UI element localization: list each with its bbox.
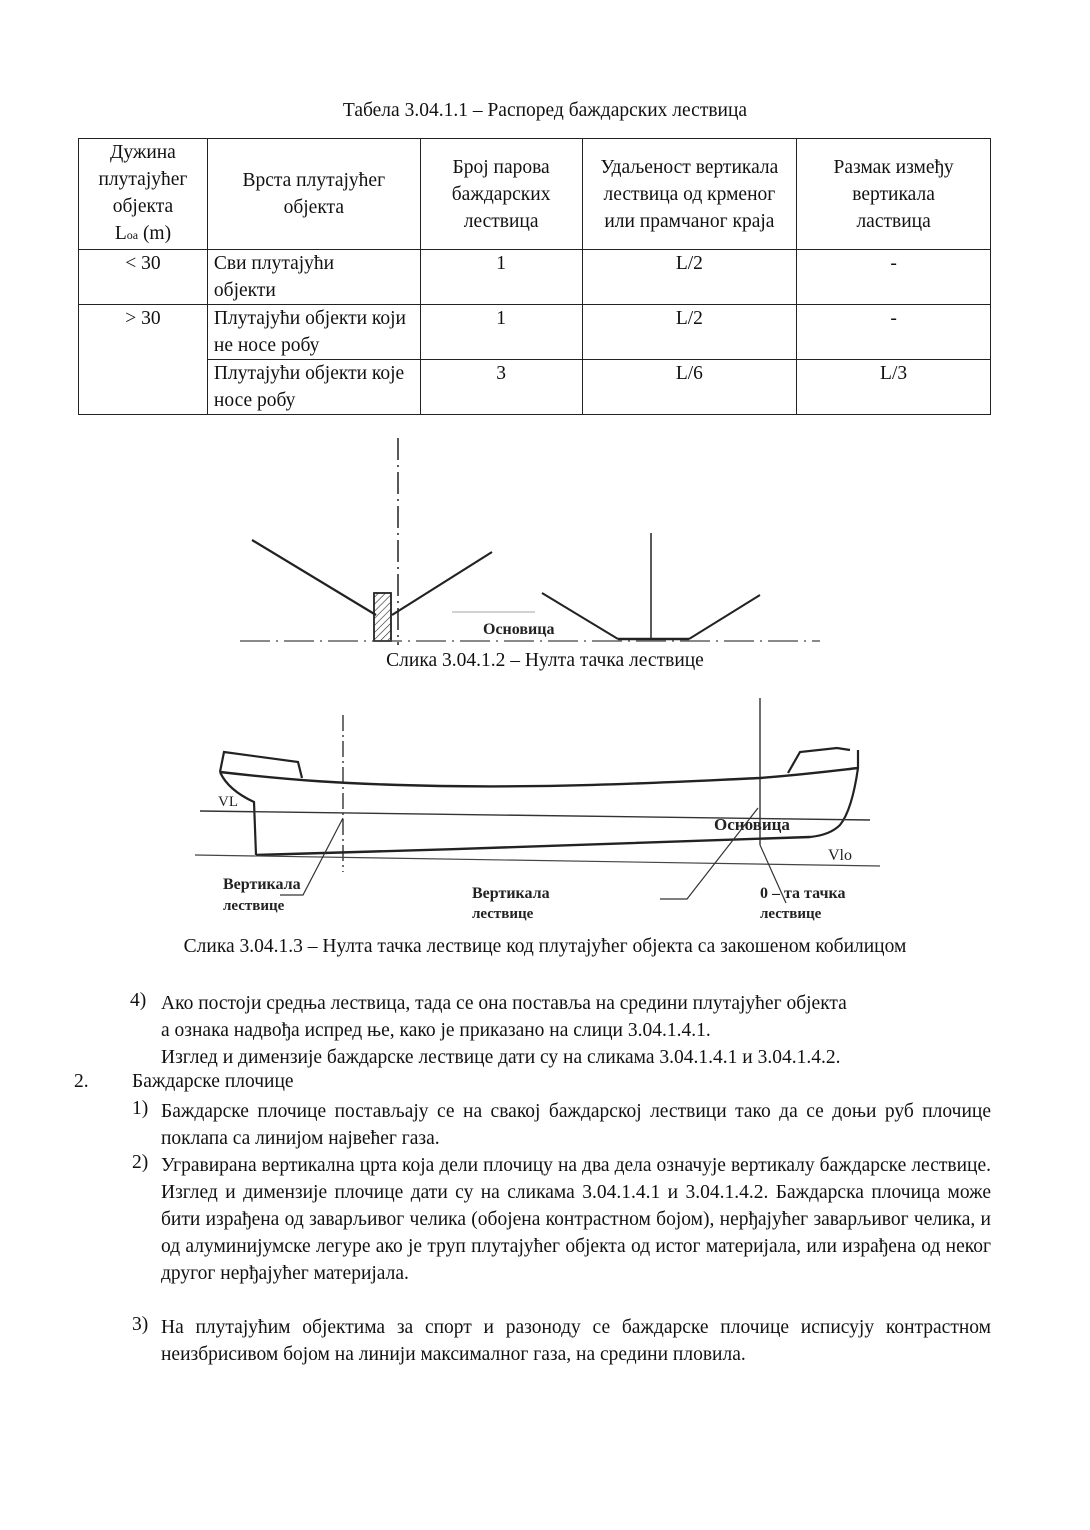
figure3-caption: Слика 3.04.1.3 – Нулта тачка лествице код плутајућег објекта са закошеном кобилицом: [183, 936, 907, 957]
zero-point-diagram: [230, 430, 830, 650]
table-caption: Табела 3.04.1.1 – Распоред баждарских лествица: [342, 100, 748, 121]
s2-item1-text: Баждарске плочице постављају се на свакој баждарској лествици тако да се доњи руб плочице поклапа са линијом највећег газа.: [161, 1101, 991, 1149]
figure2-caption: Слика 3.04.1.2 – Нулта тачка лествице: [386, 650, 704, 671]
hull-line-right: [392, 552, 492, 615]
header-length-line: плутајућег: [98, 169, 188, 190]
header-pairs: Број парова баждарских лествица: [420, 139, 582, 250]
cell-spacing: -: [797, 250, 991, 305]
hull-line-right-2: [689, 595, 760, 639]
header-length-symbol: L: [114, 223, 127, 244]
item4-line: Ако постоји средња лествица, тада се она поставља на средини плутајућег објекта: [161, 993, 847, 1014]
keel-block: [374, 593, 391, 641]
header-length-line: Дужина: [110, 142, 176, 163]
cell-pairs: 3: [420, 360, 582, 415]
cell-length: > 30: [79, 305, 208, 415]
item4-line: а ознака надвођа испред ње, како је приказано на слици 3.04.1.4.1.: [161, 1020, 711, 1041]
baseline-label: Основица: [714, 815, 790, 834]
stern-profile: [220, 772, 256, 855]
item4-text: [161, 990, 991, 1071]
vertical-left-label-1: Вертикала: [223, 876, 301, 893]
item4-number: 4): [130, 990, 147, 1011]
item4-line: Изглед и димензије баждарске лествице дати су на сликама 3.04.1.4.1 и 3.04.1.4.2.: [161, 1047, 841, 1068]
cell-distance: L/2: [582, 250, 797, 305]
cell-distance: L/2: [582, 305, 797, 360]
s2-item2-number: 2): [132, 1152, 149, 1173]
header-spacing: Размак између вертикала ластвица: [797, 139, 991, 250]
vertical-mid-label-1: Вертикала: [472, 885, 550, 902]
cell-spacing: L/3: [797, 360, 991, 415]
ladder-layout-table: [78, 138, 991, 415]
cell-length: < 30: [79, 250, 208, 305]
cell-type: Сви плутајући објекти: [207, 250, 420, 305]
vl-label: VL: [218, 794, 238, 810]
cell-type: Плутајући објекти који не носе робу: [207, 305, 420, 360]
s2-item2-text: Угравирана вертикална црта која дели плочицу на два дела означује вертикалу баждарске лествице. Изглед и димензије плочице дати су на сликама 3.04.1.4.1 и 3.04.1.4.2. Баждарска плочица може бити израђена од заварљивог челика (обојена контрастном бојом), нерђајућег заварљивог челика, и од алуминијумске легуре ако је труп плутајућег објекта од истог материјала, или израђена од неког другог нерђајућег материјала.: [161, 1155, 991, 1284]
section2-title: Баждарске плочице: [132, 1071, 294, 1092]
table-header-row: [79, 139, 991, 250]
raked-keel-ship-diagram: [190, 690, 890, 930]
section2-number: 2.: [74, 1071, 89, 1092]
hull-line-left: [252, 540, 376, 615]
zero-point-label-1: 0 – та тачка: [760, 885, 846, 902]
cell-pairs: 1: [420, 250, 582, 305]
table-row: [79, 305, 991, 360]
keel-line: [256, 837, 810, 855]
table-row: [79, 250, 991, 305]
vertical-mid-label-2: лествице: [472, 906, 534, 922]
waterline-vlo: [195, 855, 880, 866]
zero-point-label-2: лествице: [760, 906, 822, 922]
header-length-line: објекта: [112, 196, 174, 217]
header-length-subscript: oa: [126, 228, 139, 242]
vlo-label: Vlo: [828, 847, 852, 864]
cell-distance: L/6: [582, 360, 797, 415]
cell-pairs: 1: [420, 305, 582, 360]
baseline-label: Основица: [483, 621, 555, 638]
cell-spacing: -: [797, 305, 991, 360]
table-row: [79, 360, 991, 415]
header-type: Врста плутајућег објекта: [207, 139, 420, 250]
cell-type: Плутајући објекти које носе робу: [207, 360, 420, 415]
s2-item3-number: 3): [132, 1314, 149, 1335]
header-length-unit: (m): [138, 223, 172, 244]
vertical-left-label-2: лествице: [223, 898, 285, 914]
deck-line: [220, 768, 858, 786]
s2-item1-number: 1): [132, 1098, 149, 1119]
bow-profile: [810, 750, 858, 837]
s2-item3-text: На плутајућим објектима за спорт и разоноду се баждарске плочице исписују контрастном неизбрисивом бојом на линији максималног газа, на средини пловила.: [161, 1317, 991, 1365]
header-distance: Удаљеност вертикала лествица од крменог или прамчаног краја: [582, 139, 797, 250]
header-length: [79, 139, 208, 250]
